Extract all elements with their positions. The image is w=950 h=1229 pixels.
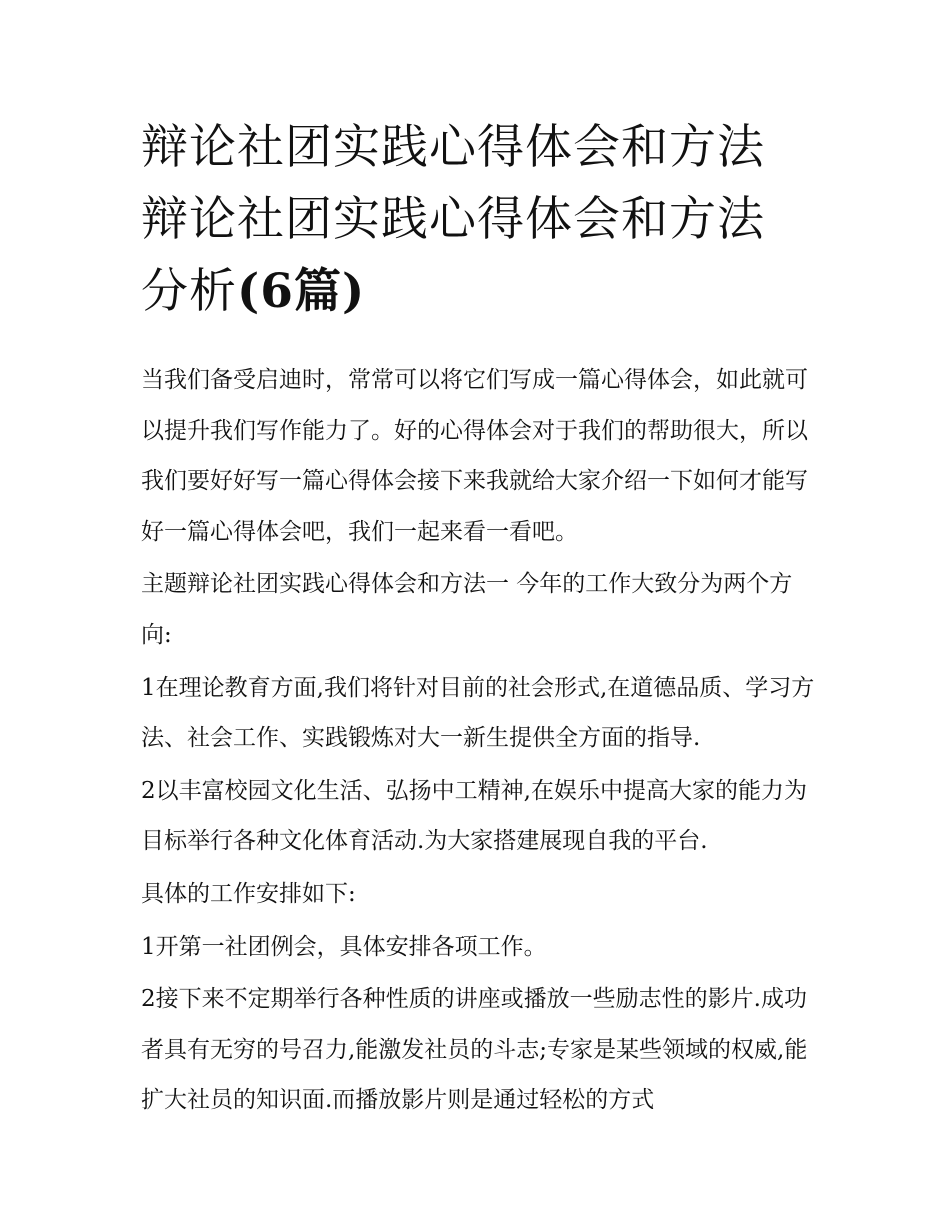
title-line-3-text: 分析 [141,264,237,319]
paragraph-item-2: 2以丰富校园文化生活、弘扬中工精神,在娱乐中提高大家的能力为目标举行各种文化体育活动.为大家搭建展现自我的平台. [141,777,807,855]
paragraph-arrangement-2: 2接下来不定期举行各种性质的讲座或播放一些励志性的影片.成功者具有无穷的号召力,能激发社员的斗志;专家是某些领域的权威,能扩大社员的知识面.而播放影片则是通过轻松的方式 [141,986,808,1114]
paragraph-arrangement-1: 1开第一社团例会，具体安排各项工作。 [141,933,547,960]
title-article-count: (6篇) [237,264,366,319]
paragraph-intro: 当我们备受启迪时，常常可以将它们写成一篇心得体会，如此就可以提升我们写作能力了。好的心得体会对于我们的帮助很大，所以我们要好好写一篇心得体会接下来我就给大家介绍一下如何才能写好一篇心得体会吧，我们一起来看一看吧。 [141,367,808,545]
paragraph-item-1: 1在理论教育方面,我们将针对目前的社会形式,在道德品质、学习方法、社会工作、实践锻炼对大一新生提供全方面的指导. [141,674,815,752]
title-line-3 [141,256,816,328]
document-title [141,112,816,328]
document-page [141,112,816,1126]
paragraph-topic: 主题辩论社团实践心得体会和方法一 今年的工作大致分为两个方向: [141,571,793,648]
document-body [141,355,816,1126]
title-line-1: 辩论社团实践心得体会和方法 [141,120,765,175]
title-line-2: 辩论社团实践心得体会和方法 [141,192,765,247]
paragraph-arrangement-heading: 具体的工作安排如下: [141,880,356,907]
